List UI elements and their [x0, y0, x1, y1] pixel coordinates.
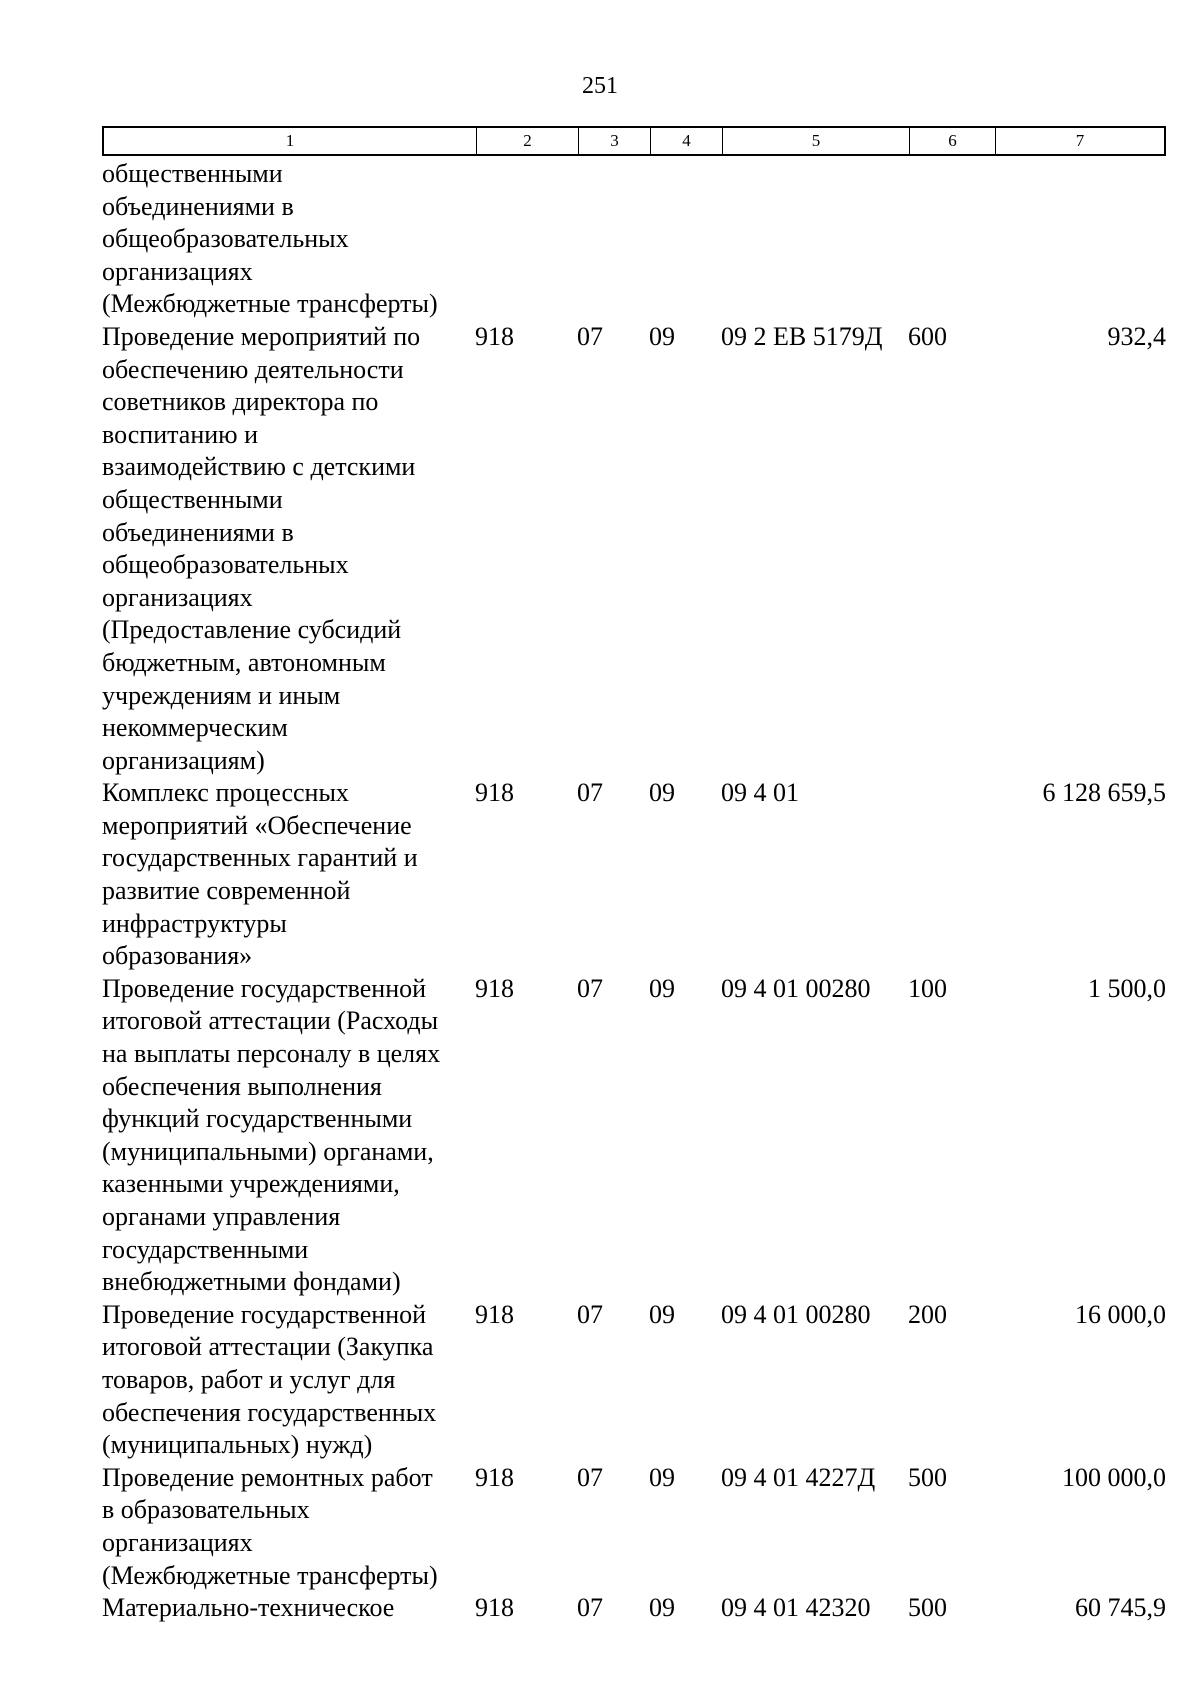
row-description [102, 158, 475, 321]
description-line: мероприятий «Обеспечение [102, 810, 412, 840]
table-body [102, 158, 1166, 1625]
description-line: Проведение государственной [102, 1299, 427, 1329]
section-code: 07 [577, 1593, 603, 1623]
expense-type-code: 100 [908, 973, 947, 1003]
amount: 60 745,9 [1075, 1593, 1166, 1623]
expense-type-code [908, 777, 994, 973]
subsection-code: 09 [649, 778, 675, 808]
grbs-code: 918 [475, 778, 514, 808]
target-article-code: 09 4 01 00280 [721, 973, 871, 1003]
description-line: Комплекс процессных [102, 778, 349, 808]
table-row [102, 158, 1166, 321]
description-line: Проведение государственной [102, 973, 427, 1003]
grbs-code: 918 [475, 1462, 514, 1492]
row-description [102, 1592, 475, 1625]
subsection-code: 09 [649, 1299, 675, 1329]
description-line: на выплаты персоналу в целях [102, 1039, 441, 1069]
row-description [102, 973, 475, 1299]
grbs-code: 918 [475, 973, 514, 1003]
description-line: итоговой аттестации (Закупка [102, 1332, 434, 1362]
amount: 932,4 [1107, 321, 1166, 351]
description-line: воспитанию и [102, 419, 258, 449]
column-header-1: 1 [104, 128, 477, 154]
section-code: 07 [577, 1462, 603, 1492]
expense-type-code: 200 [908, 1299, 947, 1329]
description-line: некоммерческим [102, 713, 288, 743]
grbs-code [475, 158, 577, 321]
expense-type-code: 500 [908, 1462, 947, 1492]
expense-type-code [908, 158, 994, 321]
description-line: организациях [102, 256, 253, 286]
description-line: общеобразовательных [102, 550, 349, 580]
description-line: Материально-техническое [102, 1593, 395, 1623]
target-article-code: 09 4 01 4227Д [721, 1462, 876, 1492]
description-line: бюджетным, автономным [102, 647, 386, 677]
description-line: взаимодействию с детскими [102, 452, 416, 482]
description-line: итоговой аттестации (Расходы [102, 1006, 439, 1036]
amount: 100 000,0 [1062, 1462, 1166, 1492]
amount: 1 500,0 [1088, 973, 1166, 1003]
row-description [102, 777, 475, 973]
description-line: (Межбюджетные трансферты) [102, 289, 438, 319]
description-line: (Межбюджетные трансферты) [102, 1560, 438, 1590]
row-description [102, 321, 475, 777]
table-row [102, 321, 1166, 777]
section-code: 07 [577, 778, 603, 808]
description-line: развитие современной [102, 876, 351, 906]
grbs-code: 918 [475, 1299, 514, 1329]
target-article-code: 09 4 01 [721, 778, 799, 808]
target-article-code: 09 4 01 00280 [721, 1299, 871, 1329]
description-line: общеобразовательных [102, 224, 349, 254]
target-article-code: 09 4 01 42320 [721, 1593, 871, 1623]
column-header-4: 4 [651, 128, 723, 154]
page-number: 251 [582, 73, 618, 99]
description-line: советников директора по [102, 387, 379, 417]
target-article-code [721, 158, 908, 321]
description-line: обеспечению деятельности [102, 354, 404, 384]
description-line: образования» [102, 941, 253, 971]
description-line: организациях [102, 1527, 253, 1557]
description-line: (муниципальных) нужд) [102, 1430, 373, 1460]
description-line: организациям) [102, 745, 265, 775]
column-header-5: 5 [723, 128, 910, 154]
row-description [102, 1462, 475, 1592]
subsection-code: 09 [649, 1593, 675, 1623]
description-line: инфраструктуры [102, 908, 287, 938]
description-line: обеспечения государственных [102, 1397, 437, 1427]
description-line: (Предоставление субсидий [102, 615, 402, 645]
table-row [102, 1592, 1166, 1625]
table-row [102, 1299, 1166, 1462]
expense-type-code: 600 [908, 321, 947, 351]
column-header-7: 7 [1075, 131, 1085, 150]
table-row [102, 777, 1166, 973]
description-line: общественными [102, 159, 283, 188]
amount: 6 128 659,5 [1042, 778, 1166, 808]
grbs-code: 918 [475, 321, 514, 351]
row-description [102, 1299, 475, 1462]
expense-type-code: 500 [908, 1593, 947, 1623]
description-line: объединениями в [102, 517, 294, 547]
table-header [102, 126, 1166, 156]
description-line: Проведение ремонтных работ [102, 1462, 433, 1492]
description-line: общественными [102, 484, 283, 514]
section-code: 07 [577, 973, 603, 1003]
description-line: в образовательных [102, 1495, 310, 1525]
description-line: организациях [102, 582, 253, 612]
description-line: обеспечения выполнения [102, 1071, 382, 1101]
section-code: 07 [577, 321, 603, 351]
description-line: государственными [102, 1234, 309, 1264]
subsection-code: 09 [649, 1462, 675, 1492]
description-line: объединениями в [102, 191, 294, 221]
subsection-code: 09 [649, 973, 675, 1003]
subsection-code: 09 [649, 321, 675, 351]
description-line: органами управления [102, 1202, 341, 1231]
description-line: учреждениям и иным [102, 680, 341, 710]
table-row [102, 973, 1166, 1299]
column-header-2: 2 [477, 128, 579, 154]
table-row [102, 1462, 1166, 1592]
description-line: государственных гарантий и [102, 843, 418, 873]
grbs-code: 918 [475, 1593, 514, 1623]
section-code: 07 [577, 1299, 603, 1329]
subsection-code [649, 158, 721, 321]
description-line: (муниципальными) органами, [102, 1136, 434, 1166]
description-line: Проведение мероприятий по [102, 321, 421, 351]
description-line: товаров, работ и услуг для [102, 1364, 396, 1394]
column-header-3: 3 [579, 128, 651, 154]
description-line: функций государственными [102, 1104, 413, 1134]
amount: 16 000,0 [1075, 1299, 1166, 1329]
description-line: внебюджетными фондами) [102, 1267, 401, 1297]
target-article-code: 09 2 ЕВ 5179Д [721, 321, 883, 351]
section-code [577, 158, 649, 321]
amount [994, 158, 1166, 321]
description-line: казенными учреждениями, [102, 1169, 400, 1199]
column-header-6: 6 [910, 128, 996, 154]
